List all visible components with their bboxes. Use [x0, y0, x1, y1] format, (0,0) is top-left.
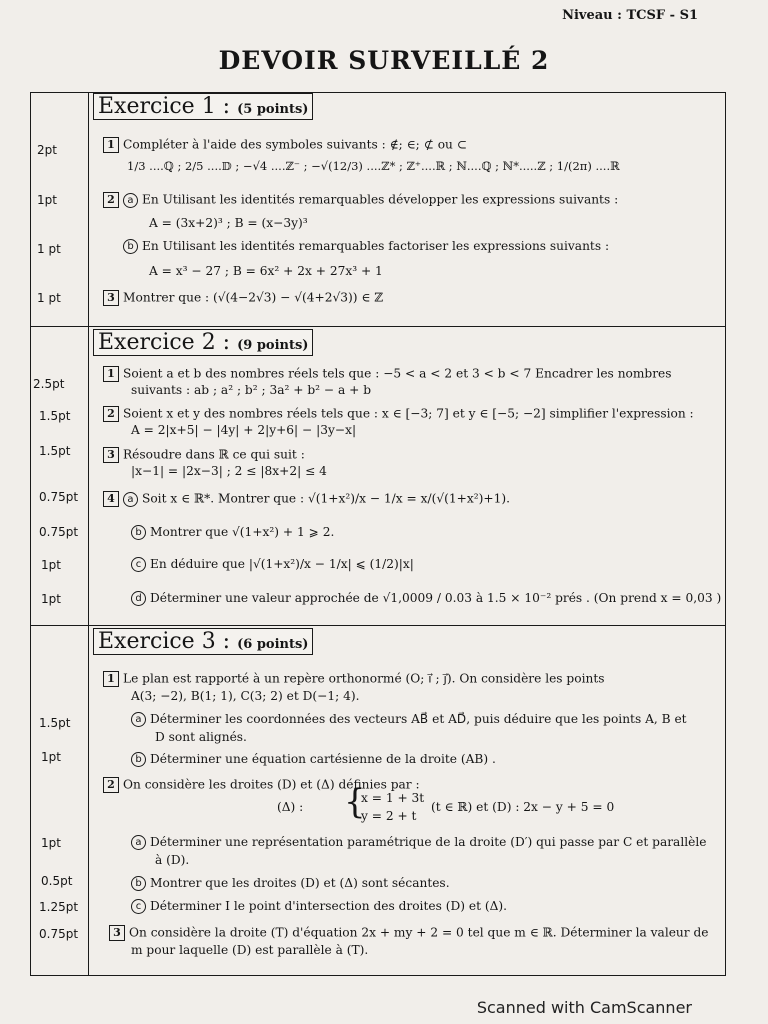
- question-line: [109, 925, 709, 941]
- question-text: Déterminer I le point d'intersection des droites (D) et (Δ).: [150, 899, 508, 913]
- question-text: Le plan est rapporté à un repère orthonormé (O; i⃗ ; j⃗). On considère les points: [123, 671, 605, 686]
- level-label: Niveau : TCSF - S1: [562, 8, 698, 23]
- question-line: D sont alignés.: [155, 730, 247, 744]
- question-text: Compléter à l'aide des symboles suivants : ∉; ∈; ⊄ ou ⊂: [123, 137, 467, 152]
- question-line: [103, 491, 510, 507]
- question-line: à (D).: [155, 853, 190, 867]
- question-text: En Utilisant les identités remarquables développer les expressions suivants :: [142, 192, 619, 207]
- points-label: 0.75pt: [39, 490, 79, 504]
- question-number: 3: [103, 447, 119, 463]
- question-line: [131, 591, 721, 606]
- sub-question-marker: a: [131, 835, 146, 850]
- question-line: [123, 239, 609, 254]
- sub-question-marker: b: [131, 876, 146, 891]
- question-number: 1: [103, 671, 119, 687]
- points-label: 1.5pt: [39, 716, 71, 730]
- points-label: 1 pt: [37, 242, 61, 256]
- points-label: 1.5pt: [39, 444, 71, 458]
- scanned-watermark: Scanned with CamScanner: [476, 998, 692, 1017]
- system-brace: {: [344, 782, 366, 822]
- question-line: [131, 557, 414, 572]
- points-label: 1 pt: [37, 291, 61, 305]
- question-line: [131, 712, 687, 727]
- points-label: 2pt: [37, 143, 57, 157]
- sub-question-marker: d: [131, 591, 146, 606]
- sub-question-marker: b: [123, 239, 138, 254]
- question-line: [103, 406, 694, 422]
- question-text: En déduire que |√(1+x²)/x − 1/x| ⩽ (1/2)|x|: [150, 557, 414, 571]
- exercise-2-points: (9 points): [237, 338, 309, 353]
- question-line: [103, 137, 467, 153]
- points-label: 0.75pt: [39, 927, 79, 941]
- question-line: A = x³ − 27 ; B = 6x² + 2x + 27x³ + 1: [149, 264, 383, 278]
- points-label: 1pt: [37, 193, 57, 207]
- question-text: Soient x et y des nombres réels tels que : x ∈ [−3; 7] et y ∈ [−5; −2] simplifier l'expression :: [123, 406, 694, 421]
- points-label: 2.5pt: [33, 377, 65, 391]
- question-line: [103, 290, 383, 306]
- question-number: 2: [103, 777, 119, 793]
- question-line: 1/3 ....ℚ ; 2/5 ....𝔻 ; −√4 ....ℤ⁻ ; −√(12/3) ....ℤ* ; ℤ⁺....ℝ ; ℕ....ℚ ; ℕ*.....ℤ ; 1/(2π) ....ℝ: [127, 159, 620, 173]
- points-label: 1pt: [41, 592, 61, 606]
- sub-question-marker: b: [131, 752, 146, 767]
- question-line: |x−1| = |2x−3| ; 2 ≤ |8x+2| ≤ 4: [131, 464, 327, 478]
- question-number: 2: [103, 406, 119, 422]
- question-number: 4: [103, 491, 119, 507]
- system-equation: y = 2 + t: [361, 809, 417, 823]
- exercise-2-title: Exercice 2 :: [98, 330, 231, 355]
- question-text: Résoudre dans ℝ ce qui suit :: [123, 447, 305, 462]
- points-label: 0.75pt: [39, 525, 79, 539]
- exercise-3-points: (6 points): [237, 637, 309, 652]
- sub-question-marker: b: [131, 525, 146, 540]
- page-title: DEVOIR SURVEILLÉ 2: [218, 46, 550, 75]
- question-number: 1: [103, 137, 119, 153]
- points-label: 1.5pt: [39, 409, 71, 423]
- exercise-3-header: [93, 628, 313, 655]
- question-number: 1: [103, 366, 119, 382]
- points-label: 1pt: [41, 750, 61, 764]
- question-text: Déterminer une équation cartésienne de la droite (AB) .: [150, 752, 496, 766]
- question-line: [131, 899, 507, 914]
- sub-question-marker: c: [131, 899, 146, 914]
- system-parameter: (t ∈ ℝ) et (D) : 2x − y + 5 = 0: [431, 800, 615, 814]
- exercise-divider-1: [31, 326, 725, 327]
- question-line: [131, 525, 334, 540]
- question-text: On considère les droites (D) et (Δ) définies par :: [123, 777, 420, 792]
- question-line: [103, 447, 305, 463]
- points-label: 1pt: [41, 836, 61, 850]
- system-equation: x = 1 + 3t: [361, 791, 425, 805]
- question-text: Déterminer une représentation paramétrique de la droite (D′) qui passe par C et parallèle: [150, 835, 707, 849]
- question-line: [103, 366, 672, 382]
- question-line: A(3; −2), B(1; 1), C(3; 2) et D(−1; 4).: [131, 689, 360, 703]
- exercise-2-header: [93, 329, 313, 356]
- question-line: [103, 192, 618, 208]
- sub-question-marker: a: [131, 712, 146, 727]
- system-label: (Δ) :: [277, 800, 304, 814]
- question-line: [131, 876, 450, 891]
- points-column-divider: [88, 93, 89, 975]
- question-line: m pour laquelle (D) est parallèle à (T).: [131, 943, 369, 957]
- points-label: 1pt: [41, 558, 61, 572]
- sub-question-marker: c: [131, 557, 146, 572]
- question-number: 3: [103, 290, 119, 306]
- sub-question-marker: a: [123, 492, 138, 507]
- exercise-3-title: Exercice 3 :: [98, 629, 231, 654]
- question-text: Soient a et b des nombres réels tels que : −5 < a < 2 et 3 < b < 7 Encadrer les nombres: [123, 366, 672, 381]
- question-text: On considère la droite (T) d'équation 2x + my + 2 = 0 tel que m ∈ ℝ. Déterminer la valeur de: [129, 925, 709, 940]
- question-text: Déterminer une valeur approchée de √1,0009 / 0.03 à 1.5 × 10⁻² prés . (On prend x = 0,03 ): [150, 591, 722, 605]
- question-number: 2: [103, 192, 119, 208]
- exam-sheet: [30, 92, 726, 976]
- exercise-1-points: (5 points): [237, 102, 309, 117]
- question-line: suivants : ab ; a² ; b² ; 3a² + b² − a + b: [131, 383, 372, 397]
- question-text: En Utilisant les identités remarquables factoriser les expressions suivants :: [142, 239, 610, 253]
- points-label: 1.25pt: [39, 900, 79, 914]
- points-label: 0.5pt: [41, 874, 73, 888]
- question-line: A = (3x+2)³ ; B = (x−3y)³: [149, 216, 308, 230]
- question-text: Soit x ∈ ℝ*. Montrer que : √(1+x²)/x − 1/x = x/(√(1+x²)+1).: [142, 491, 510, 506]
- question-line: [131, 752, 496, 767]
- question-text: Montrer que : (√(4−2√3) − √(4+2√3)) ∈ ℤ: [123, 290, 384, 305]
- question-text: Montrer que les droites (D) et (Δ) sont sécantes.: [150, 876, 450, 890]
- question-line: A = 2|x+5| − |4y| + 2|y+6| − |3y−x|: [131, 423, 357, 437]
- sub-question-marker: a: [123, 193, 138, 208]
- question-number: 3: [109, 925, 125, 941]
- question-text: Déterminer les coordonnées des vecteurs AB⃗ et AD⃗, puis déduire que les points A, B et: [150, 712, 687, 726]
- question-line: [103, 671, 604, 687]
- exercise-1-title: Exercice 1 :: [98, 94, 231, 119]
- exercise-1-header: [93, 93, 313, 120]
- exercise-divider-2: [31, 625, 725, 626]
- question-text: Montrer que √(1+x²) + 1 ⩾ 2.: [150, 525, 335, 539]
- question-line: [131, 835, 706, 850]
